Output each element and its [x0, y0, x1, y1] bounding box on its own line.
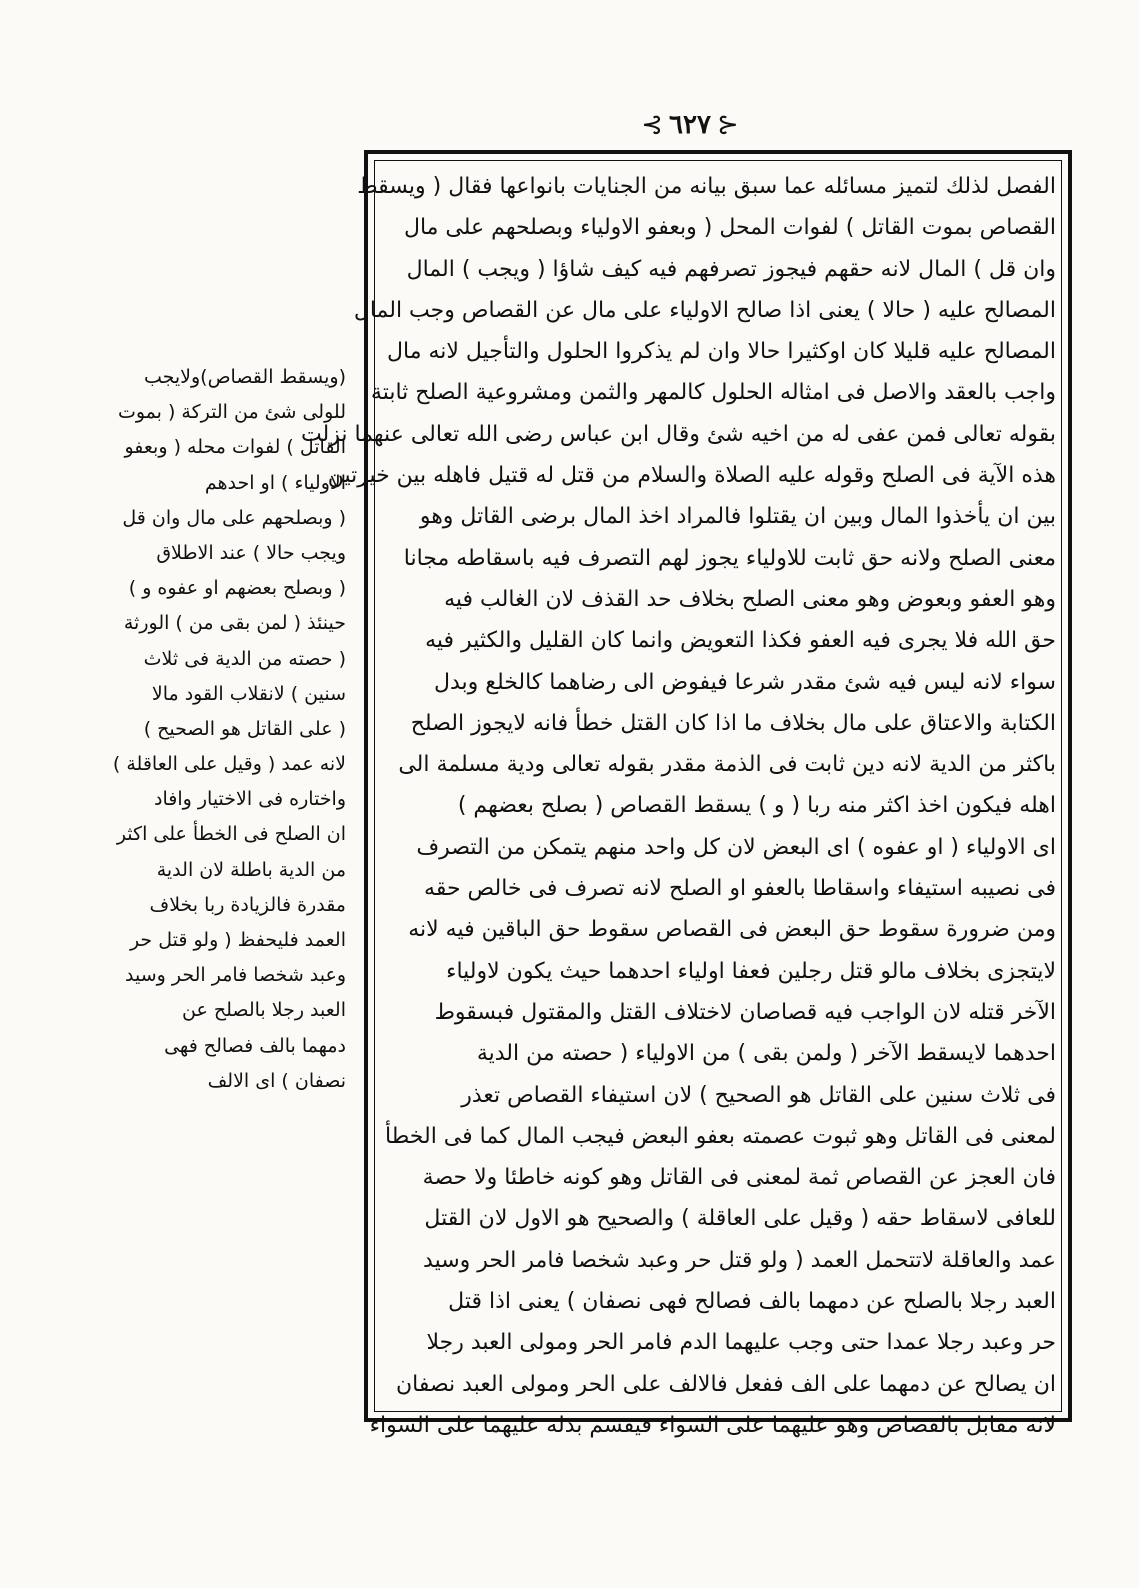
- main-text-line: احدهما لايسقط الآخر ( ولمن بقى ) من الاولياء ( حصته من الدية: [476, 1041, 1056, 1067]
- main-text-line: فان العجز عن القصاص ثمة لمعنى فى القاتل وهو كونه خاطئا ولا حصة: [422, 1165, 1056, 1191]
- main-text-line: فى ثلاث سنين على القاتل هو الصحيح ) لان استيفاء القصاص تعذر: [461, 1082, 1056, 1108]
- margin-text-line: ان الصلح فى الخطأ على اكثر: [116, 823, 346, 846]
- main-text-line: للعافى لاسقاط حقه ( وقيل على العاقلة ) والصحيح هو الاول لان القتل: [424, 1206, 1056, 1232]
- margin-text-line: ويجب حالا ) عند الاطلاق: [156, 541, 346, 564]
- main-text-line: لايتجزى بخلاف مالو قتل رجلين فعفا اولياء احدهما حيث يكون لاولياء: [446, 958, 1056, 984]
- main-text-line: معنى الصلح ولانه حق ثابت للاولياء يجوز لهم التصرف فيه باسقاطه مجانا: [403, 545, 1056, 571]
- margin-text-line: ( حصته من الدية فى ثلاث: [143, 647, 346, 670]
- main-text-line: العبد رجلا بالصلح عن دمهما بالف فصالح فهى نصفان ) يعنى اذا قتل: [448, 1289, 1056, 1315]
- main-text-line: سواء لانه ليس فيه شئ مقدر شرعا فيفوض الى رضاهما كالخلع وبدل: [433, 669, 1056, 695]
- main-text-line: لمعنى فى القاتل وهو ثبوت عصمته بعفو البعض فيجب المال كما فى الخطأ: [385, 1123, 1056, 1149]
- main-text-line: القصاص بموت القاتل ) لفوات المحل ( وبعفو الاولياء وبصلحهم على مال: [403, 215, 1056, 241]
- main-text-line: واجب بالعقد والاصل فى امثاله الحلول كالمهر والثمن ومشروعية الصلح ثابتة: [370, 380, 1056, 406]
- main-text-line: ان يصالح عن دمهما على الف ففعل فالالف على الحر ومولى العبد نصفان: [395, 1371, 1056, 1397]
- main-text-line: وان قل ) المال لانه حقهم فيجوز تصرفهم فيه كيف شاؤا ( ويجب ) المال: [406, 256, 1056, 282]
- main-text-line: حق الله فلا يجرى فيه العفو فكذا التعويض وانما كان القليل والكثير فيه: [425, 628, 1056, 654]
- margin-text-line: نصفان ) اى الالف: [207, 1069, 346, 1092]
- main-text-line: باكثر من الدية لانه دين ثابت فى الذمة مقدر بقوله تعالى ودية مسلمة الى: [398, 752, 1056, 778]
- margin-text-line: العمد فليحفظ ( ولو قتل حر: [129, 929, 346, 951]
- margin-text-line: الاولياء ) او احدهم: [204, 471, 346, 494]
- margin-text-line: واختاره فى الاختيار وافاد: [154, 788, 346, 811]
- main-text-line: بين ان يأخذوا المال وبين ان يقتلوا فالمراد اخذ المال برضى القاتل وهو: [419, 504, 1056, 530]
- margin-text-line: ( وبصلح بعضهم او عفوه و ): [128, 577, 346, 600]
- main-text-line: المصالح عليه ( حالا ) يعنى اذا صالح الاولياء على مال عن القصاص وجب المال: [353, 297, 1056, 323]
- margin-text-line: دمهما بالف فصالح فهى: [164, 1034, 346, 1057]
- main-text-line: الفصل لذلك لتميز مسائله عما سبق بيانه من الجنايات بانواعها فقال ( ويسقط: [357, 174, 1056, 199]
- margin-text-line: ( على القاتل هو الصحيح ): [143, 717, 346, 740]
- main-text-line: لانه مقابل بالقصاص وهو عليهما على السواء فيقسم بدله عليهما على السواء: [369, 1412, 1056, 1438]
- margin-text-line: مقدرة فالزيادة ربا بخلاف: [149, 893, 346, 916]
- margin-text-line: حينئذ ( لمن بقى من ) الورثة: [123, 612, 346, 635]
- margin-text-line: العبد رجلا بالصلح عن: [181, 999, 346, 1022]
- margin-text-line: من الدية باطلة لان الدية: [156, 858, 346, 881]
- main-text-line: اهله فيكون اخذ اكثر منه ربا ( و ) يسقط القصاص ( بصلح بعضهم ): [457, 793, 1056, 819]
- main-text-line: هذه الآية فى الصلح وقوله عليه الصلاة والسلام من قتل له قتيل فاهله بين خيرتين: [327, 463, 1056, 489]
- main-text-line: عمد والعاقلة لاتتحمل العمد ( ولو قتل حر وعبد شخصا فامر الحر وسيد: [423, 1247, 1056, 1273]
- main-text-line: اى الاولياء ( او عفوه ) اى البعض لان كل واحد منهم يتمكن من التصرف: [416, 834, 1056, 860]
- main-text-line: وهو العفو وبعوض وهو معنى الصلح بخلاف حد القذف لان الغالب فيه: [444, 586, 1056, 612]
- margin-text-line: سنين ) لانقلاب القود مالا: [151, 682, 346, 705]
- main-text-line: الآخر قتله لان الواجب فيه قصاصان لاختلاف القتل والمقتول فبسقوط: [434, 999, 1056, 1025]
- ornament-left-icon: ⊰: [641, 110, 664, 140]
- main-text-line: المصالح عليه قليلا كان اوكثيرا حالا وان لم يذكروا الحلول والتأجيل لانه مال: [387, 339, 1056, 365]
- main-text-line: فى نصيبه استيفاء واسقاطا بالعفو او الصلح لانه تصرف فى خالص حقه: [424, 876, 1056, 902]
- margin-text-line: وعبد شخصا فامر الحر وسيد: [125, 964, 346, 987]
- margin-text-line: القاتل ) لفوات محله ( وبعفو: [124, 436, 346, 459]
- main-commentary-text: [300, 166, 1062, 1446]
- page-number: ٦٢٧: [669, 110, 711, 140]
- margin-text-line: للولى شئ من التركة ( بموت: [117, 401, 346, 424]
- margin-text-line: ( وبصلحهم على مال وان قل: [122, 506, 346, 529]
- ornament-right-icon: ⊱: [716, 110, 739, 140]
- main-text-line: ومن ضرورة سقوط حق البعض فى القصاص سقوط حق الباقين فيه لانه: [408, 917, 1056, 943]
- page-header: [590, 108, 790, 142]
- main-text-line: حر وعبد رجلا عمدا حتى وجب عليهما الدم فامر الحر ومولى العبد رجلا: [426, 1330, 1056, 1356]
- marginal-gloss-text: [112, 360, 346, 1099]
- margin-text-line: (ويسقط القصاص)ولايجب: [143, 366, 346, 388]
- margin-text-line: لانه عمد ( وقيل على العاقلة ): [112, 753, 346, 776]
- main-text-line: الكتابة والاعتاق على مال بخلاف ما اذا كان القتل خطأ فانه لايجوز الصلح: [410, 710, 1056, 736]
- main-text-line: بقوله تعالى فمن عفى له من اخيه شئ وقال ابن عباس رضى الله تعالى عنهما نزلت: [300, 421, 1056, 447]
